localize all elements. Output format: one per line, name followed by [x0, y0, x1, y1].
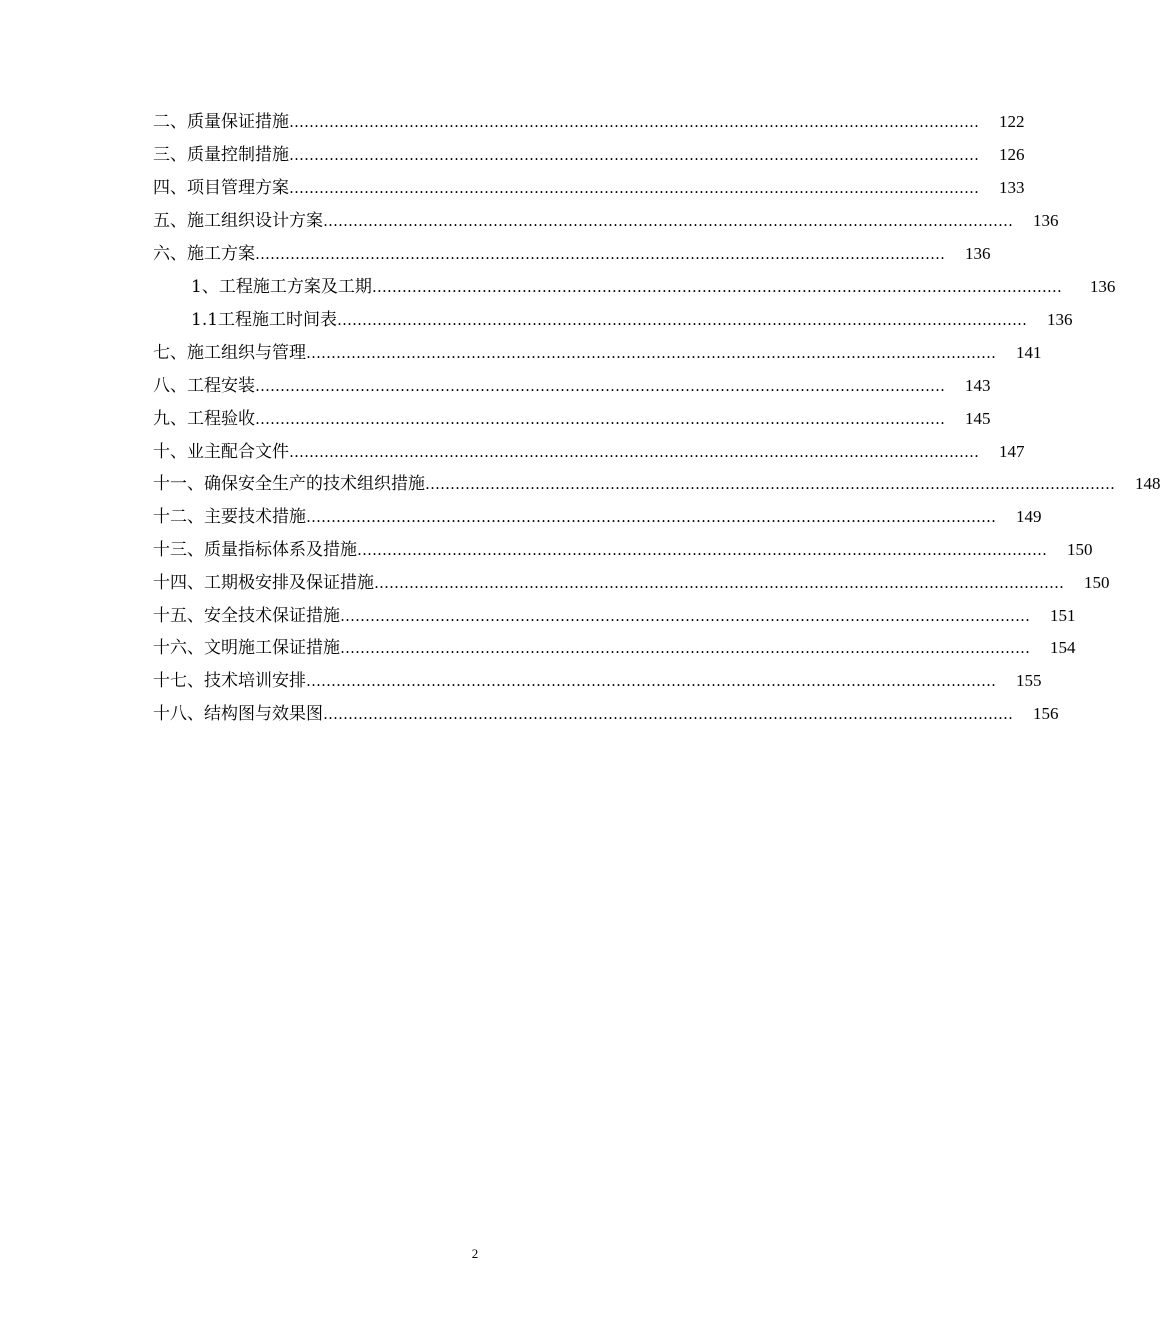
- toc-entry[interactable]: [153, 702, 1059, 726]
- toc-entry[interactable]: [191, 275, 1116, 299]
- toc-entry[interactable]: [153, 209, 1059, 233]
- toc-dot-leader: …………………………………………………………………………………………………………………………: [289, 443, 979, 461]
- toc-entry-number: 二、: [153, 112, 187, 132]
- toc-entry-page: 148: [1135, 474, 1161, 493]
- toc-entry[interactable]: [153, 341, 1042, 365]
- toc-dot-leader: …………………………………………………………………………………………………………………………: [323, 705, 1013, 723]
- toc-entry-page: 150: [1084, 573, 1110, 592]
- toc-entry-number: 五、: [153, 211, 187, 231]
- toc-entry-title: 施工组织设计方案: [187, 211, 323, 231]
- toc-entry[interactable]: [191, 308, 1073, 332]
- toc-dot-leader: …………………………………………………………………………………………………………………………: [340, 639, 1030, 657]
- toc-entry-number: 六、: [153, 244, 187, 264]
- toc-entry-page: 155: [1016, 671, 1042, 690]
- toc-entry-page: 151: [1050, 606, 1076, 625]
- toc-entry-page: 143: [965, 376, 991, 395]
- toc-entry-title: 工程施工方案及工期: [218, 277, 372, 297]
- toc-entry-title: 施工方案: [187, 244, 255, 264]
- toc-entry[interactable]: [153, 407, 991, 431]
- toc-dot-leader: …………………………………………………………………………………………………………………………: [425, 475, 1115, 493]
- toc-entry-number: 三、: [153, 145, 187, 165]
- toc-entry-title: 十四、工期极安排及保证措施: [153, 573, 374, 593]
- toc-entry[interactable]: [153, 636, 1076, 660]
- toc-entry[interactable]: [153, 669, 1042, 693]
- toc-dot-leader: …………………………………………………………………………………………………………………………: [289, 179, 979, 197]
- toc-dot-leader: …………………………………………………………………………………………………………………………: [255, 245, 945, 263]
- toc-dot-leader: …………………………………………………………………………………………………………………………: [306, 344, 996, 362]
- toc-entry-page: 156: [1033, 704, 1059, 723]
- toc-entry-page: 147: [999, 442, 1025, 461]
- toc-entry-title: 七、施工组织与管理: [153, 343, 306, 363]
- toc-entry-title: 八、工程安装: [153, 376, 255, 396]
- toc-dot-leader: …………………………………………………………………………………………………………………………: [374, 574, 1064, 592]
- toc-entry-page: 141: [1016, 343, 1042, 362]
- toc-entry-page: 154: [1050, 638, 1076, 657]
- toc-dot-leader: …………………………………………………………………………………………………………………………: [306, 508, 996, 526]
- toc-dot-leader: …………………………………………………………………………………………………………………………: [357, 541, 1047, 559]
- toc-dot-leader: …………………………………………………………………………………………………………………………: [323, 212, 1013, 230]
- toc-dot-leader: …………………………………………………………………………………………………………………………: [255, 410, 945, 428]
- toc-entry-page: 136: [1047, 310, 1073, 329]
- toc-dot-leader: …………………………………………………………………………………………………………………………: [371, 278, 1062, 296]
- toc-entry[interactable]: [153, 440, 1025, 464]
- footer-page-number: 2: [471, 1246, 479, 1261]
- toc-entry-title: 十一、确保安全生产的技术组织措施: [153, 474, 425, 494]
- toc-entry[interactable]: [153, 604, 1076, 628]
- toc-entry-title: 十五、安全技术保证措施: [153, 606, 340, 626]
- toc-entry-title: 十六、文明施工保证措施: [153, 638, 340, 658]
- toc-entry-title: 九、工程验收: [153, 409, 255, 429]
- toc-entry[interactable]: [153, 242, 991, 266]
- toc-entry[interactable]: [153, 374, 991, 398]
- toc-entry-page: 149: [1016, 507, 1042, 526]
- toc-entry-title: 质量控制措施: [187, 145, 289, 165]
- toc-dot-leader: …………………………………………………………………………………………………………………………: [340, 607, 1030, 625]
- toc-entry-page: 136: [1033, 211, 1059, 230]
- toc-entry[interactable]: [153, 472, 1161, 496]
- toc-entry[interactable]: [153, 110, 1025, 134]
- toc-entry-title: 十八、结构图与效果图: [153, 704, 323, 724]
- toc-dot-leader: …………………………………………………………………………………………………………………………: [289, 146, 979, 164]
- toc-dot-leader: …………………………………………………………………………………………………………………………: [337, 311, 1028, 329]
- toc-entry-title: 1.1工程施工时间表: [191, 310, 338, 330]
- toc-entry-page: 136: [1089, 277, 1116, 296]
- toc-entry-page: 150: [1067, 540, 1093, 559]
- toc-entry[interactable]: [153, 571, 1110, 595]
- toc-entry-number: 四、: [153, 178, 187, 198]
- toc-entry-title: 十七、技术培训安排: [153, 671, 306, 691]
- toc-entry[interactable]: [153, 143, 1025, 167]
- toc-entry[interactable]: [153, 176, 1025, 200]
- toc-entry-page: 145: [965, 409, 991, 428]
- toc-dot-leader: …………………………………………………………………………………………………………………………: [255, 377, 945, 395]
- toc-entry[interactable]: [153, 538, 1093, 562]
- toc-entry-title: 十二、主要技术措施: [153, 507, 306, 527]
- toc-entry-title: 十、业主配合文件: [153, 442, 289, 462]
- toc-entry-page: 126: [999, 145, 1025, 164]
- toc-entry-title: 质量保证措施: [187, 112, 289, 132]
- toc-entry-number: 1、: [191, 277, 219, 297]
- toc-dot-leader: …………………………………………………………………………………………………………………………: [306, 672, 996, 690]
- toc-entry-page: 122: [999, 112, 1025, 131]
- toc-entry[interactable]: [153, 505, 1042, 529]
- toc-entry-title: 项目管理方案: [187, 178, 289, 198]
- toc-entry-page: 136: [965, 244, 991, 263]
- toc-dot-leader: …………………………………………………………………………………………………………………………: [289, 113, 979, 131]
- toc-entry-page: 133: [999, 178, 1025, 197]
- toc-entry-title: 十三、质量指标体系及措施: [153, 540, 357, 560]
